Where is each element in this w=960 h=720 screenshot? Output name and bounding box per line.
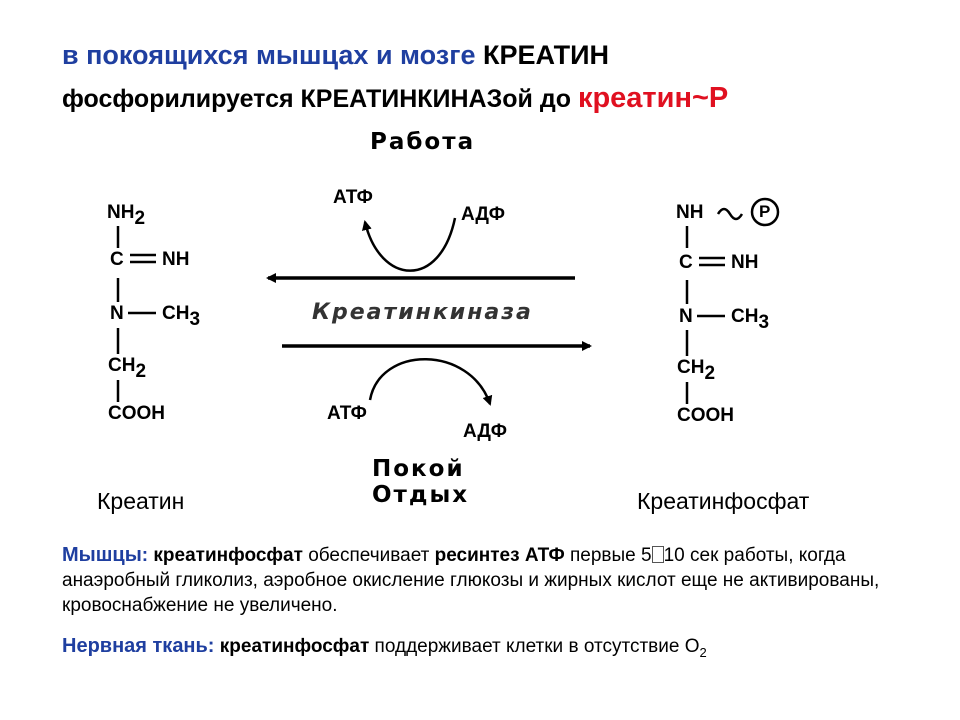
- nervous-text-1: поддерживает клетки в отсутствие О: [369, 636, 700, 657]
- muscle-label: Мышцы: [62, 544, 142, 566]
- creatine-name: Креатин: [97, 488, 185, 514]
- phosphate-ch3: $CH_3$: [731, 306, 770, 333]
- muscle-paragraph: [62, 543, 922, 618]
- creatine-nh: NH: [162, 249, 190, 270]
- phosphate-cooh: COOH: [677, 405, 734, 426]
- title-blue-text: в покоящихся мышцах и мозге: [62, 40, 476, 70]
- phosphate-p: P: [759, 202, 771, 221]
- bottom-atp-label: АТФ: [327, 403, 367, 424]
- phosphate-c: C: [679, 252, 693, 273]
- missing-glyph-icon: [652, 546, 664, 563]
- phosphate-nh2: NH: [731, 252, 759, 273]
- title-creatine-p: креатин~Р: [577, 82, 729, 114]
- phosphate-ch2: $CH_2$: [677, 357, 716, 384]
- creatine-ch2: $CH_2$: [108, 355, 147, 382]
- title-creatine-word: КРЕАТИН: [483, 40, 610, 70]
- rest-label-2: Отдых: [372, 482, 470, 508]
- phosphate-n: N: [679, 306, 693, 327]
- top-atp-label: АТФ: [333, 187, 373, 208]
- creatine-phosphate-name: Креатинфосфат: [637, 488, 810, 514]
- nervous-bold-1: креатинфосфат: [219, 636, 370, 657]
- nervous-sub: 2: [699, 644, 707, 660]
- creatine-ch3: $CH_3$: [162, 303, 201, 330]
- enzyme-label: Креатинкиназа: [312, 300, 533, 325]
- nervous-label: Нервная ткань:: [62, 635, 215, 657]
- work-label: Работа: [370, 129, 476, 155]
- creatine-nh2: $NH_2$: [107, 202, 146, 229]
- muscle-bold-2: ресинтез АТФ: [434, 545, 565, 566]
- creatine-c: C: [110, 249, 124, 270]
- muscle-text-1: обеспечивает: [302, 545, 435, 566]
- rest-label-1: Покой: [372, 456, 465, 482]
- muscle-bold-1: креатинфосфат: [153, 545, 303, 566]
- top-cofactor-arrow: [365, 218, 455, 271]
- muscle-label-colon: :: [141, 545, 149, 566]
- top-adp-label: АДФ: [461, 204, 505, 225]
- nervous-tissue-paragraph: [62, 634, 922, 665]
- tilde-bond: [718, 209, 742, 219]
- creatine-n: N: [110, 303, 124, 324]
- bottom-cofactor-arrow: [370, 359, 490, 404]
- phosphate-nh: NH: [676, 202, 704, 223]
- creatine-cooh: COOH: [108, 403, 165, 424]
- title-line2-part1: фосфорилируется КРЕАТИНКИНАЗ: [62, 85, 503, 113]
- muscle-text-2: первые 5: [564, 545, 652, 566]
- title-line2-part2: ой до: [502, 85, 571, 113]
- bottom-adp-label: АДФ: [463, 421, 507, 442]
- muscle-text-3: 10 сек работы, когда анаэробный гликолиз, аэробное окисление глюкозы и жирных кислот еще не активированы, кровоснабжение не увеличено.: [62, 545, 880, 616]
